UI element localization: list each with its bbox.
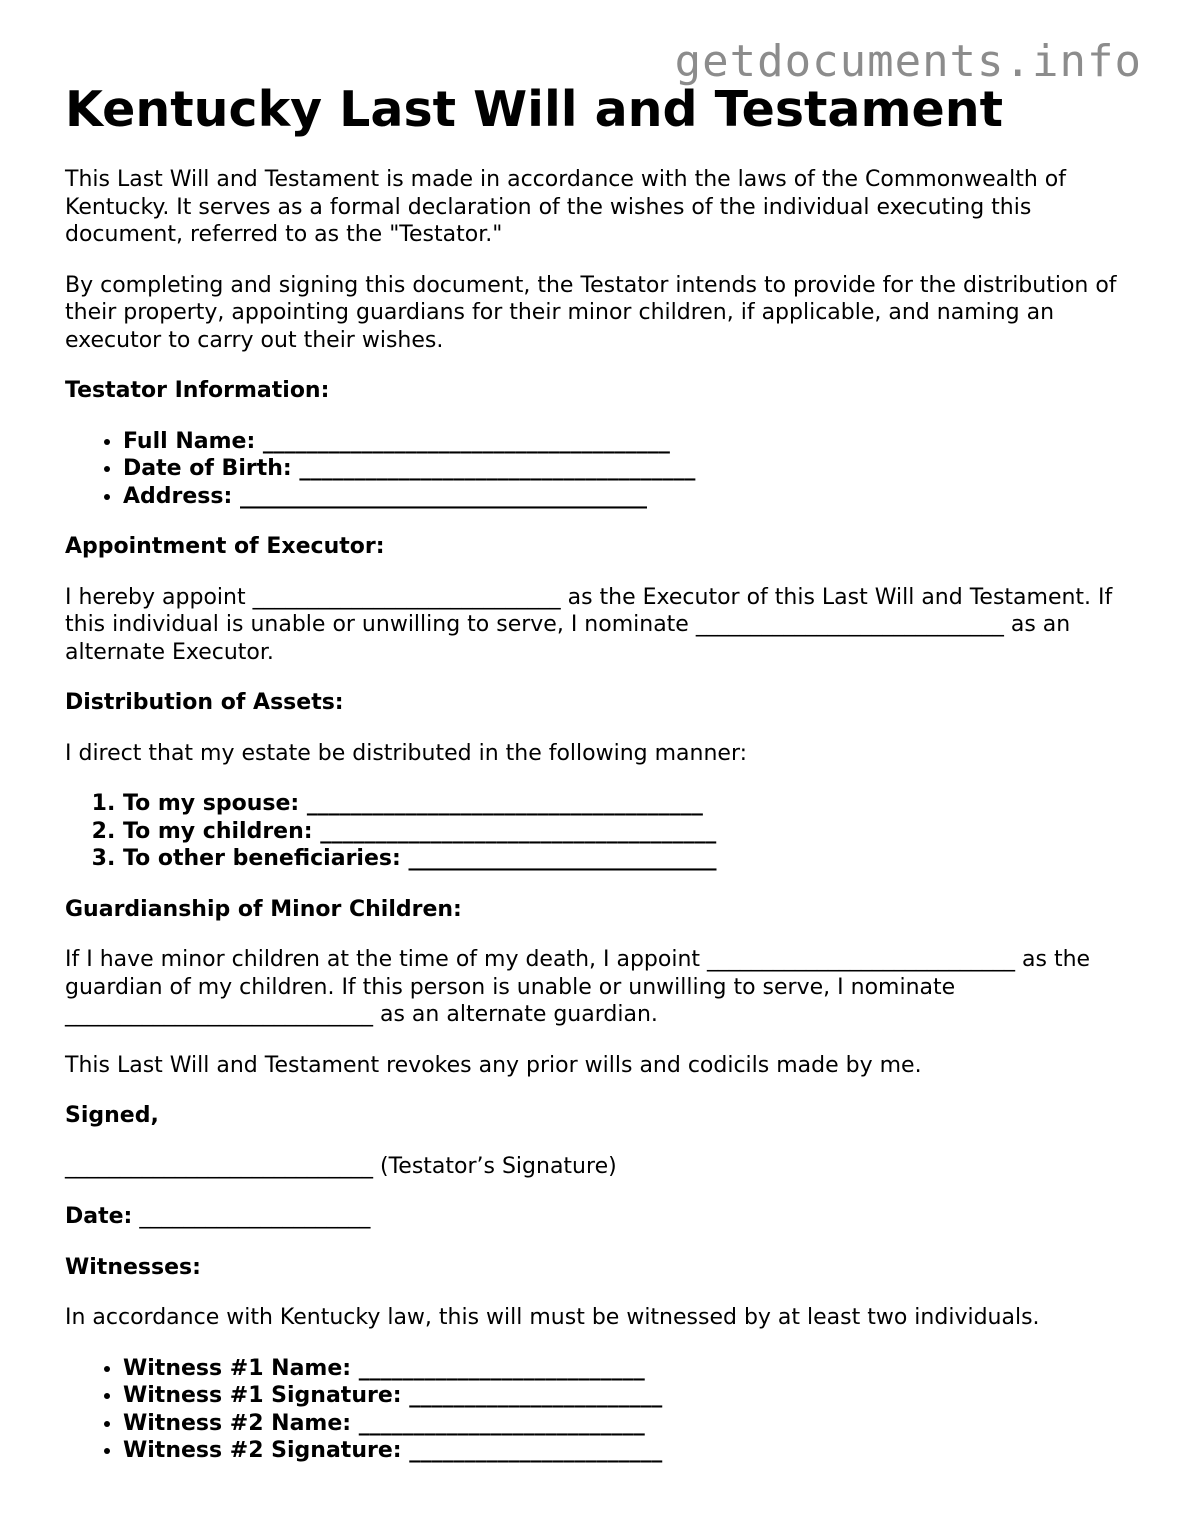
witness-list — [65, 1355, 1125, 1465]
guardianship-heading: Guardianship of Minor Children: — [65, 896, 462, 922]
witness-1-name — [123, 1355, 1125, 1383]
children-blank: ____________________________________ — [320, 818, 717, 844]
guardianship-text-2: as the guardian of my children. If this person is unable or unwilling to serve, I nominate — [65, 947, 1091, 1000]
executor-paragraph — [65, 584, 1125, 667]
watermark: getdocuments.info — [674, 36, 1142, 87]
witness-1-signature-label: Witness #1 Signature: — [123, 1383, 402, 1408]
testator-signature-line — [65, 1153, 1125, 1181]
date-of-birth-label: Date of Birth: — [123, 456, 292, 481]
date-blank: _____________________ — [139, 1204, 371, 1229]
document-title: Kentucky Last Will and Testament — [65, 81, 1004, 138]
spouse-label: To my spouse: — [123, 791, 300, 816]
date-line — [65, 1203, 1125, 1231]
guardianship-blank-2: ____________________________ — [65, 1002, 373, 1027]
distribution-text: I direct that my estate be distributed in the following manner: — [65, 740, 748, 766]
guardianship-text-1: If I have minor children at the time of my death, I appoint — [65, 947, 701, 972]
distribution-children — [123, 818, 1125, 846]
spouse-blank: ____________________________________ — [306, 791, 703, 816]
children-label: To my children: — [123, 818, 313, 844]
witness-2-name — [123, 1410, 1125, 1438]
testator-full-name — [123, 428, 1125, 456]
intro-paragraph-1: This Last Will and Testament is made in accordance with the laws of the Commonwealth of Kentucky. It serves as a formal declaration of the wishes of the individual executing this document, referred to as the "Testator." — [65, 167, 1066, 247]
address-label: Address: — [123, 483, 233, 509]
document-body — [65, 81, 1125, 1488]
distribution-list — [65, 790, 1125, 873]
executor-text-3: as an alternate Executor. — [65, 612, 1071, 665]
executor-blank-2: ____________________________ — [695, 612, 1004, 637]
signature-caption: (Testator’s Signature) — [380, 1153, 617, 1179]
address-blank: _____________________________________ — [239, 483, 647, 509]
distribution-other — [123, 845, 1125, 873]
full-name-label: Full Name: — [123, 428, 256, 454]
guardianship-paragraph — [65, 946, 1125, 1029]
testator-list — [65, 428, 1125, 511]
guardianship-blank-1: ____________________________ — [707, 947, 1016, 972]
witness-1-name-blank: __________________________ — [358, 1355, 645, 1381]
distribution-spouse — [123, 790, 1125, 818]
witness-2-signature — [123, 1437, 1125, 1465]
date-label: Date: — [65, 1204, 133, 1229]
witnesses-text: In accordance with Kentucky law, this will must be witnessed by at least two individuals. — [65, 1305, 1040, 1330]
intro-paragraph-2: By completing and signing this document, the Testator intends to provide for the distribution of their property, appointing guardians for their minor children, if applicable, and naming an executor to carry out their wishes. — [65, 272, 1117, 353]
witness-2-name-label: Witness #2 Name: — [123, 1410, 352, 1436]
other-beneficiaries-label: To other beneficiaries: — [123, 846, 401, 871]
witness-2-signature-label: Witness #2 Signature: — [123, 1438, 402, 1463]
other-beneficiaries-blank: ____________________________ — [408, 846, 717, 871]
witness-1-signature — [123, 1382, 1125, 1410]
witnesses-heading: Witnesses: — [65, 1254, 201, 1280]
signature-blank: ____________________________ — [65, 1153, 373, 1179]
witness-1-name-label: Witness #1 Name: — [123, 1355, 352, 1381]
full-name-blank: _____________________________________ — [262, 428, 670, 454]
executor-heading: Appointment of Executor: — [65, 534, 385, 559]
witness-2-name-blank: __________________________ — [358, 1410, 645, 1436]
testator-address — [123, 483, 1125, 511]
date-of-birth-blank: ____________________________________ — [299, 456, 696, 481]
executor-text-2: as the Executor of this Last Will and Testament. If this individual is unable or unwilling to serve, I nominate — [65, 584, 1113, 637]
guardianship-text-3: as an alternate guardian. — [380, 1002, 658, 1027]
signed-label: Signed, — [65, 1103, 159, 1128]
executor-blank-1: ____________________________ — [252, 584, 561, 610]
witness-2-signature-blank: _______________________ — [409, 1438, 663, 1463]
distribution-heading: Distribution of Assets: — [65, 690, 344, 715]
executor-text-1: I hereby appoint — [65, 584, 246, 610]
testator-date-of-birth — [123, 455, 1125, 483]
witness-1-signature-blank: _______________________ — [409, 1383, 663, 1408]
testator-heading: Testator Information: — [65, 378, 330, 403]
revocation-text: This Last Will and Testament revokes any prior wills and codicils made by me. — [65, 1052, 922, 1078]
